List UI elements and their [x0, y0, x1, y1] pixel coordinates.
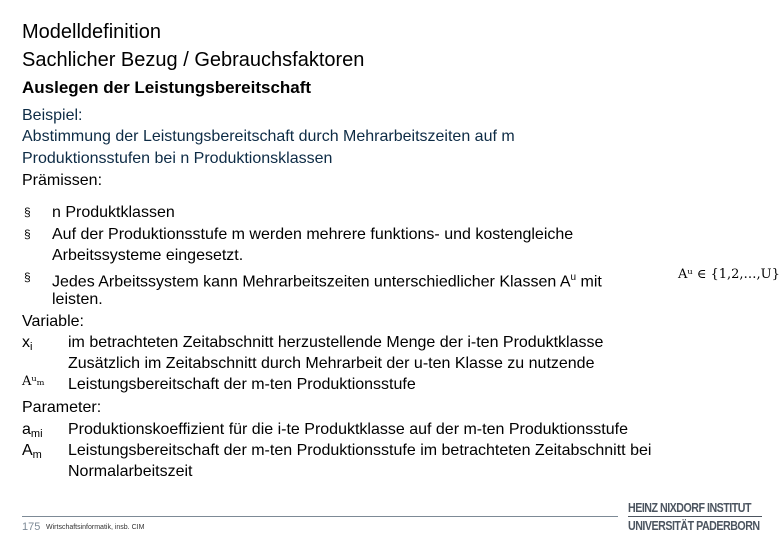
variable-a-description-line2: Leistungsbereitschaft der m-ten Produktionsstufe [68, 376, 416, 393]
bullet-3-text-line2: leisten. [52, 291, 103, 308]
variables-label: Variable: [22, 313, 84, 330]
parameter-a-description: Produktionskoeffizient für die i-te Produktklasse auf der m-ten Produktionsstufe [68, 421, 628, 438]
parameter-A-description-line2: Normalarbeitszeit [68, 463, 193, 480]
logo-divider [628, 516, 762, 517]
variable-x-description: im betrachteten Zeitabschnitt herzustellende Menge der i-ten Produktklasse [68, 334, 604, 351]
parameter-A-symbol: $A_m$ [22, 442, 42, 461]
example-line1: Abstimmung der Leistungsbereitschaft durch Mehrarbeitszeiten auf m [22, 128, 515, 145]
institute-logo-line2: UNIVERSITÄT PADERBORN [628, 518, 760, 533]
parameter-a-symbol: $a_{mi}$ [22, 421, 43, 440]
bullet-marker: § [24, 270, 31, 284]
bullet-marker: § [24, 227, 31, 241]
bullet-2-text-line2: Arbeitssysteme eingesetzt. [52, 247, 244, 264]
variable-a-symbol: Aᵘₘ [22, 374, 45, 389]
premises-label: Prämissen: [22, 172, 103, 189]
parameter-A-description-line1: Leistungsbereitschaft der m-ten Produktionsstufe im betrachteten Zeitabschnitt bei [68, 442, 652, 459]
variable-x-symbol: $x_i$ [22, 334, 33, 353]
slide-title-line2: Sachlicher Bezug / Gebrauchsfaktoren [22, 49, 365, 71]
footer-course-label: Wirtschaftsinformatik, insb. CIM [46, 524, 145, 531]
footer-divider [22, 516, 618, 517]
class-set-formula: Aᵘ ∈ {1,2,…,U} [678, 267, 780, 282]
bullet-3-text-line1: Jedes Arbeitssystem kann Mehrarbeitszeiten unterschiedlicher Klassen $A^u$ mit [52, 272, 602, 291]
bullet-1-text: n Produktklassen [52, 204, 175, 221]
slide-title-line1: Modelldefinition [22, 21, 161, 43]
institute-logo-line1: HEINZ NIXDORF INSTITUT [628, 500, 752, 515]
parameters-label: Parameter: [22, 399, 102, 416]
example-heading: Beispiel: [22, 107, 83, 124]
bullet-marker: § [24, 205, 31, 219]
example-line2: Produktionsstufen bei n Produktionsklassen [22, 150, 333, 167]
slide-subtitle: Auslegen der Leistungsbereitschaft [22, 78, 312, 97]
page-number: 175 [22, 521, 41, 533]
bullet-2-text-line1: Auf der Produktionsstufe m werden mehrere funktions- und kostengleiche [52, 226, 574, 243]
variable-a-description-line1: Zusätzlich im Zeitabschnitt durch Mehrarbeit der u-ten Klasse zu nutzende [68, 355, 595, 372]
